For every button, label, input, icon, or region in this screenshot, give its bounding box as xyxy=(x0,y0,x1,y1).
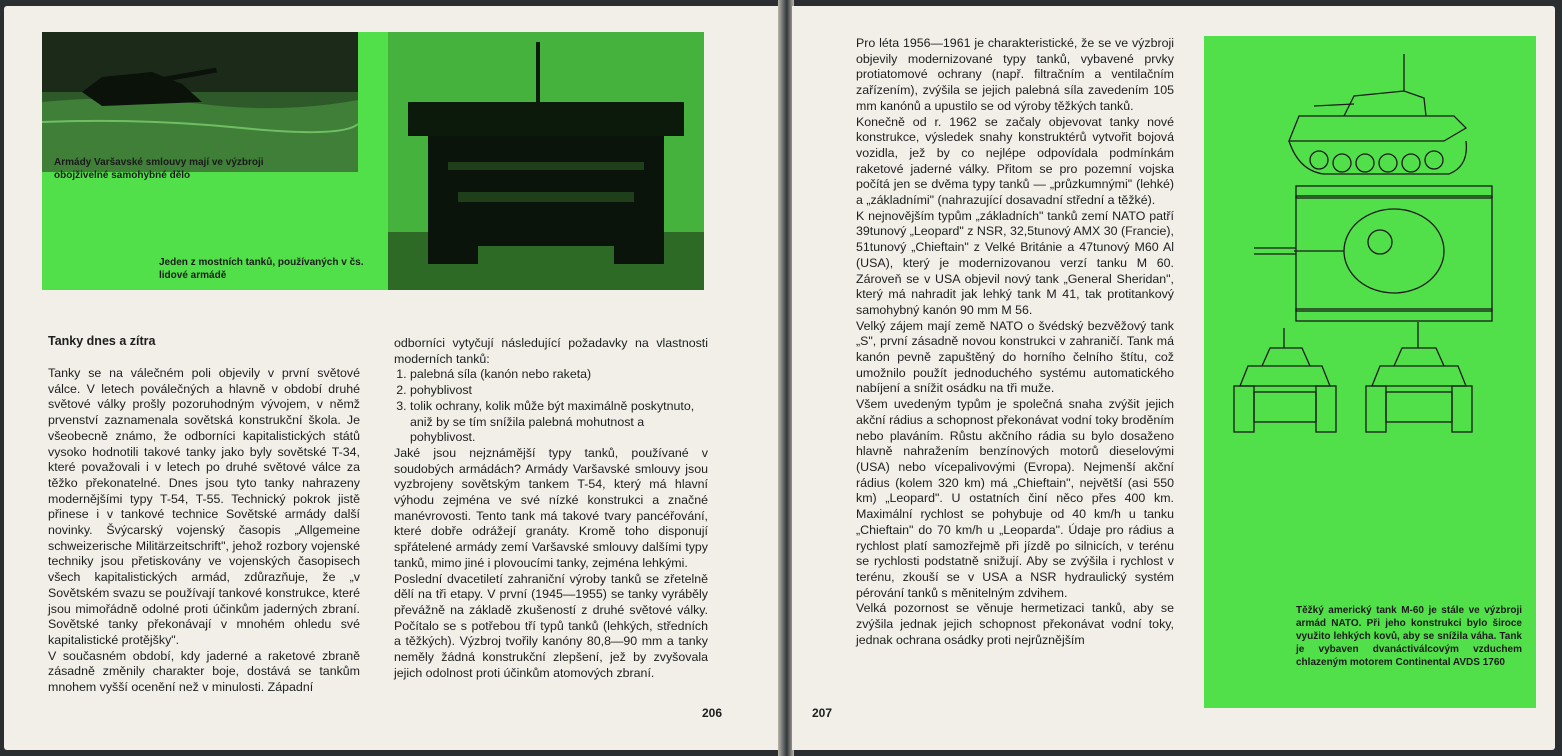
left-column-2 xyxy=(394,336,708,681)
m60-tank-drawings xyxy=(1204,36,1536,596)
right-page xyxy=(792,6,1555,750)
left-page xyxy=(4,6,780,750)
amphibious-gun-photo xyxy=(42,32,358,172)
right-paragraph-1: Pro léta 1956—1961 je charakteristické, že se ve výzbroji objevily modernizované typy tanků, vybavené prvky protiatomové ochrany (např. filtračním a ventilačním zařízením), zvýšila se jejich palebná síla zavedením 105 mm kanónů a upustilo se od výroby těžkých tanků. xyxy=(856,36,1174,113)
amphibious-gun-image xyxy=(42,32,358,172)
tank-figure-caption: Těžký americký tank M-60 je stále ve výzbroji armád NATO. Při jeho konstrukci bylo široce využito lehkých kovů, aby se snížila váha. Tank je vybaven dvanáctiválcovým vzduchem chlazeným motorem Continental AVDS 1760 xyxy=(1296,605,1522,668)
right-column xyxy=(856,36,1174,648)
page-number-right: 207 xyxy=(812,706,833,720)
list-item: 3. tolik ochrany, kolik může být maximálně poskytnuto, aniž by se tím snížila palebná mohutnost a pohyblivost. xyxy=(410,399,708,446)
right-paragraph-3: K nejnovějším typům „základních" tanků zemí NATO patří 39tunový „Leopard" z NSR, 32,5tunový AMX 30 (Francie), 51tunový „Chieftain" z Velké Británie a 47tunový M60 Al (USA), který je modernizovanou verzí tanku M 60. Zároveň se v USA objevil nový tank „General Sheridan", který má nahradit jak lehký tank M 41, tak protitankový samohybný kanón 90 mm M 56. xyxy=(856,208,1174,317)
photo1-caption: Armády Varšavské smlouvy mají ve výzbroji obojživelné samohybné dělo xyxy=(54,157,264,181)
tank-figure-panel xyxy=(1204,36,1536,708)
bridge-tank-image xyxy=(388,32,704,290)
col1-paragraph: Tanky se na válečném poli objevily v první světové válce. V letech poválečných a hlavně v období druhé světové války prošly pozoruhodným vývojem, v němž prvenství zaznamenala sovětská konstrukční škola. Je všeobecně známo, že odborníci kapitalistických států vysoko hodnotili takové tanky jako byly sovětské T-34, které považovali i v letech po druhé světové válce za těžko překonatelné. Dnes jsou tyto tanky nahrazeny modernějšími typy T-54, T-55. Technický pokrok jistě přinese i v tankové technice Sovětské armády další novinky. Švýcarský vojenský časopis „Allgemeine schweizerische Militärzeitschrift", jehož rozbory vojenské techniky jsou přetiskovány ve vojenských časopisech všech kapitalistických armád, zdůrazňuje, že „v Sovětském svazu se používají tankové konstrukce, které jsou mimořádně odolné proti účinkům jaderných zbraní. Sovětské tanky překonávají v mnohém ohledu své kapitalistické protějšky". xyxy=(48,366,360,647)
right-paragraph-4: Velký zájem mají země NATO o švédský bezvěžový tank „S", první zásadně novou konstrukci v zahraničí. Tank má kanón pevně zapuštěný do horního čelního štítu, což umožnilo použít jednoduchého systému automatického nabíjení a snížit osádku na tři muže. xyxy=(856,318,1174,396)
list-item: 2. pohyblivost xyxy=(410,383,708,399)
section-heading: Tanky dnes a zítra xyxy=(48,334,156,348)
list-item: 1. palebná síla (kanón nebo raketa) xyxy=(410,367,708,383)
col2-paragraph-2: Jaké jsou nejznámější typy tanků, používané v soudobých armádách? Armády Varšavské smlouvy jsou vyzbrojeny sovětským tankem T-54, který má hlavní výhodu zejména ve své nízké konstrukci a značné manévrovosti. Tento tank má takové tvary pancéřování, které dobře odrážejí granáty. Kromě toho disponují spřátelené armády zemí Varšavské smlouvy dalšími typy tanků, mimo jiné i plovoucími tanky, zejména lehkými. xyxy=(394,445,708,570)
right-paragraph-5: Všem uvedeným typům je společná snaha zvýšit jejich akční rádius a schopnost překonávat vodní toky broděním nebo plaváním. Růstu akčního rádia su bylo dosaženo hlavně nahražením benzínových motorů dieselovými (USA) nebo vícepalivovými (Evropa). Nejmenší akční rádius (kolem 320 km) má „Chieftain", největší (asi 550 km) „Leopard". U ostatních činí něco přes 400 km. Maximální rychlost se pohybuje od 40 km/h u tanku „Chieftain" do 70 km/h u „Leoparda". Údaje pro rádius a rychlost platí samozřejmě při jízdě po silnicích, v terénu se rychlosti podstatně snižují. Aby se zvýšila i rychlost v terénu, zkouší se v USA a NSR hydraulický systém pérování tanků s měnitelným zdvihem. xyxy=(856,397,1174,600)
col2-intro: odborníci vytyčují následující požadavky na vlastnosti moderních tanků: xyxy=(394,336,708,366)
photo2-caption: Jeden z mostních tanků, používaných v čs. lidové armádě xyxy=(159,257,364,281)
page-number-left: 206 xyxy=(702,706,723,720)
bridge-tank-photo xyxy=(388,32,704,290)
col2-paragraph-3: Poslední dvacetiletí zahraniční výroby tanků se zřetelně dělí na tři etapy. V první (1945—1955) se tanky vyráběly převážně na základě zkušeností z druhé světové války. Počítalo se s potřebou tří typů tanků (lehkých, středních a těžkých). Výzbroj tvořily kanóny 80,8—90 mm a tanky neměly žádná konstrukční zlepšení, jež by zvyšovala jejich odolnost proti účinkům atomových zbraní. xyxy=(394,571,708,680)
requirements-list xyxy=(394,367,708,446)
right-paragraph-2: Konečně od r. 1962 se začaly objevovat tanky nové konstrukce, výsledek snahy konstruktérů vytvořit bojová vozidla, jež by co nejlépe odpovídala podmínkám raketové jaderné války. Přitom se pro pozemní vojska počítá jen se dvěma typy tanků — „průzkumnými" (lehké) a „základními" (nahrazující dosavadní střední a těžké). xyxy=(856,114,1174,208)
col1-paragraph-2: V současném období, kdy jaderné a raketové zbraně zásadně změnily charakter boje, dostává se tankům mnohem vyšší ocenění než v minulosti. Západní xyxy=(48,648,360,695)
right-paragraph-6: Velká pozornost se věnuje hermetizaci tanků, aby se zvýšila jednak jejich schopnost překonávat vodní toky, jednak ochrana osádky proti nejrůznějším xyxy=(856,601,1174,647)
left-column-1 xyxy=(48,366,360,696)
